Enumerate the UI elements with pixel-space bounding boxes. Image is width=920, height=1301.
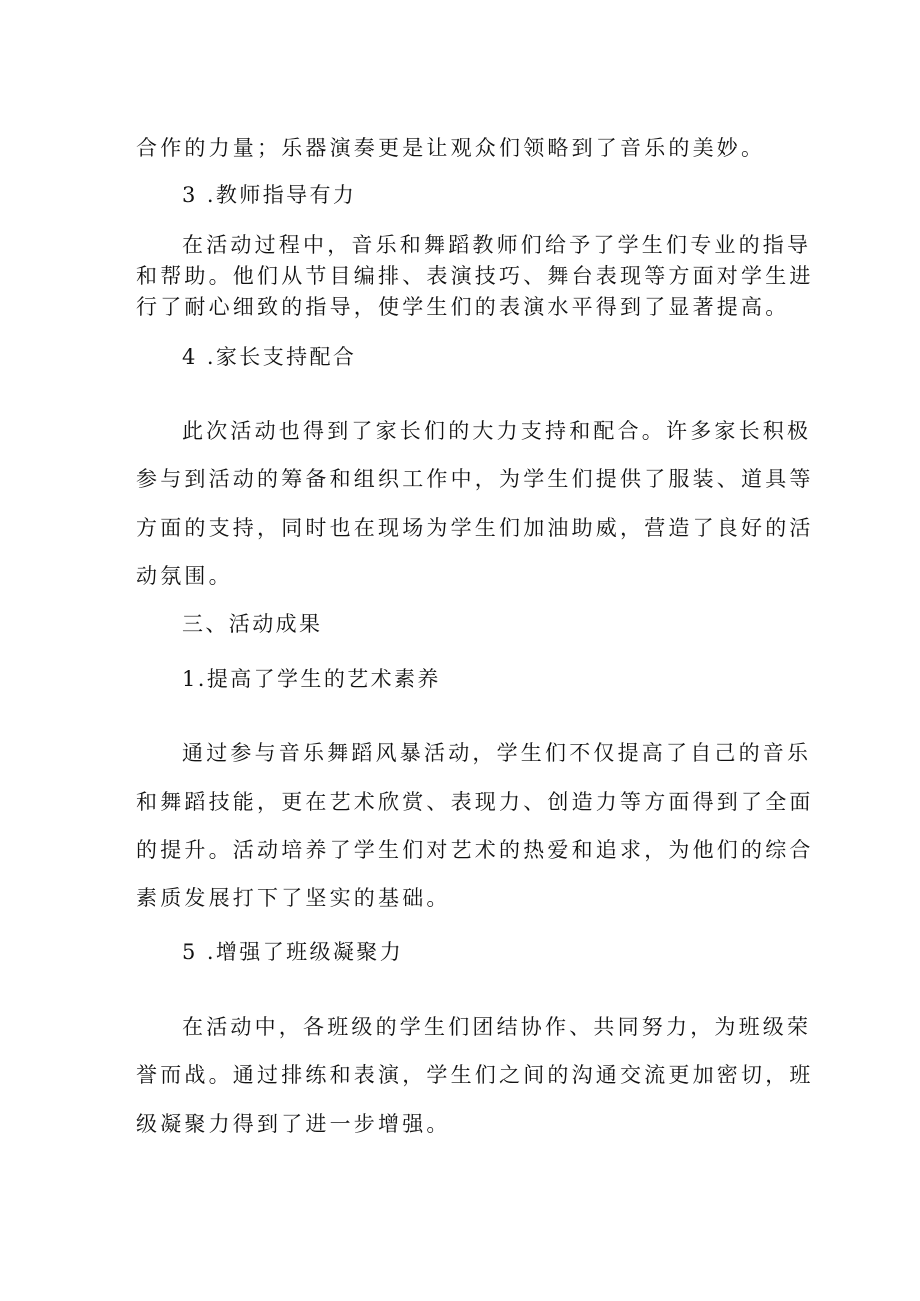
paragraph-line: 此次活动也得到了家长们的大力支持和配合。许多家长积极 xyxy=(182,419,812,443)
paragraph-line: 动氛围。 xyxy=(136,564,233,588)
section-heading: 3 .教师指导有力 xyxy=(182,183,357,207)
section-heading: 4 .家长支持配合 xyxy=(182,345,357,369)
paragraph-line: 通过参与音乐舞蹈风暴活动，学生们不仅提高了自己的音乐 xyxy=(182,741,812,765)
paragraph-line: 级凝聚力得到了进一步增强。 xyxy=(136,1112,451,1136)
paragraph-line: 和舞蹈技能，更在艺术欣赏、表现力、创造力等方面得到了全面 xyxy=(136,790,814,814)
paragraph-line: 行了耐心细致的指导，使学生们的表演水平得到了显著提高。 xyxy=(136,295,790,319)
paragraph-line: 在活动过程中，音乐和舞蹈教师们给予了学生们专业的指导 xyxy=(182,233,812,257)
paragraph-line: 的提升。活动培养了学生们对艺术的热爱和追求，为他们的综合 xyxy=(136,838,814,862)
paragraph-line: 方面的支持，同时也在现场为学生们加油助威，营造了良好的活 xyxy=(136,516,814,540)
paragraph-line: 素质发展打下了坚实的基础。 xyxy=(136,886,451,910)
section-heading: 三、活动成果 xyxy=(182,612,323,636)
paragraph-line: 和帮助。他们从节目编排、表演技巧、舞台表现等方面对学生进 xyxy=(136,264,814,288)
paragraph-line: 在活动中，各班级的学生们团结协作、共同努力，为班级荣 xyxy=(182,1015,812,1039)
paragraph-line: 合作的力量；乐器演奏更是让观众们领略到了音乐的美妙。 xyxy=(136,136,766,160)
section-heading: 1.提高了学生的艺术素养 xyxy=(182,667,441,691)
section-heading: 5 .增强了班级凝聚力 xyxy=(182,940,404,964)
paragraph-line: 誉而战。通过排练和表演，学生们之间的沟通交流更加密切，班 xyxy=(136,1063,814,1087)
paragraph-line: 参与到活动的筹备和组织工作中，为学生们提供了服装、道具等 xyxy=(136,467,814,491)
